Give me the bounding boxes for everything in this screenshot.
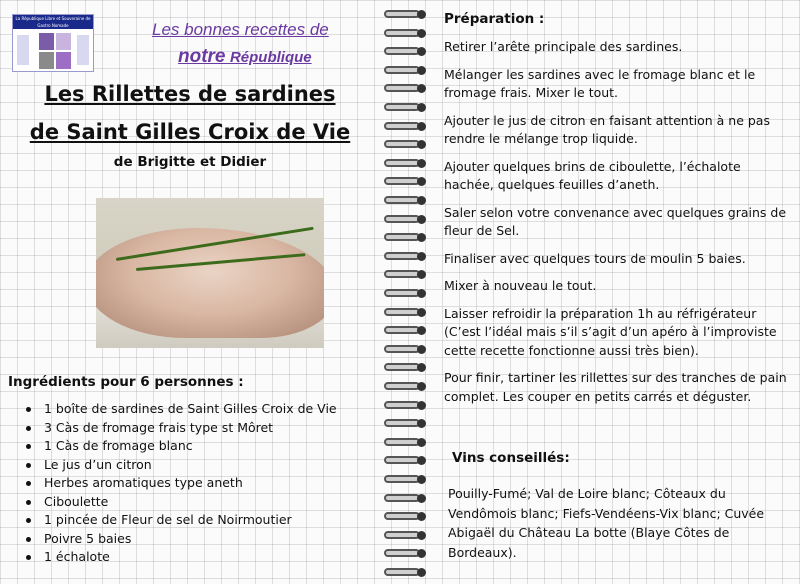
spiral-ring [384,27,420,40]
spiral-ring [384,399,420,412]
spiral-ring [384,454,420,467]
list-item: 1 pincée de Fleur de sel de Noirmoutier [44,511,337,530]
recipe-title-line1: Les Rillettes de sardines [44,82,336,106]
preparation-step: Pour finir, tartiner les rillettes sur des tranches de pain complet. Les couper en petits carrés et déguster. [444,370,787,404]
preparation-step: Ajouter quelques brins de ciboulette, l’échalote hachée, quelques feuilles d’aneth. [444,158,741,192]
spiral-ring [384,213,420,226]
logo-emblem [39,33,71,69]
list-item: 3 Càs de fromage frais type st Môret [44,419,337,438]
tagline-notre: notre [178,46,226,67]
list-item: 1 échalote [44,548,337,567]
preparation-step: Finaliser avec quelques tours de moulin 5 baies. [444,250,746,266]
spiral-ring [384,343,420,356]
logo-flag-left [17,35,29,65]
rillettes-photo [96,198,324,348]
tagline-line2 [178,46,312,68]
logo-text: La République Libre et Souveraine de Gastro Nomade [13,15,93,29]
spiral-ring [384,529,420,542]
logo-flag-right [77,35,89,65]
spiral-ring [384,566,420,579]
spiral-ring [384,250,420,263]
spiral-ring [384,138,420,151]
spiral-ring [384,64,420,77]
recipe-author: de Brigitte et Didier [113,154,267,170]
spiral-ring [384,324,420,337]
spiral-ring [384,417,420,430]
preparation-step: Laisser refroidir la préparation 1h au réfrigérateur (C’est l’idéal mais s’il s’agit d’un apéro à l’improviste cette recette fonctionne aussi très bien). [444,305,777,358]
spiral-ring [384,287,420,300]
list-item: Le jus d’un citron [44,456,337,475]
list-item: Herbes aromatiques type aneth [44,474,337,493]
preparation-step: Ajouter le jus de citron en faisant attention à ne pas rendre le mélange trop liquide. [444,112,770,146]
preparation-heading: Préparation : [444,11,545,27]
recipe-title-line2: de Saint Gilles Croix de Vie [29,120,351,144]
spiral-ring [384,231,420,244]
spiral-ring [384,194,420,207]
list-item: Ciboulette [44,493,337,512]
spiral-ring [384,101,420,114]
spiral-ring [384,175,420,188]
ingredients-heading: Ingrédients pour 6 personnes : [8,374,244,390]
preparation-step: Saler selon votre convenance avec quelques grains de fleur de Sel. [444,204,787,238]
republic-logo [12,14,94,72]
spiral-ring [384,510,420,523]
spiral-ring [384,45,420,58]
spiral-ring [384,8,420,21]
spiral-ring [384,268,420,281]
spiral-ring [384,380,420,393]
wines-heading: Vins conseillés: [452,450,570,466]
list-item: 1 boîte de sardines de Saint Gilles Croix de Vie [44,400,337,419]
spiral-ring [384,547,420,560]
list-item: Poivre 5 baies [44,530,337,549]
ingredients-list [44,400,337,567]
wines-text: Pouilly-Fumé; Val de Loire blanc; Côteaux du Vendômois blanc; Fiefs-Vendéens-Vix blanc; Cuvée Abigaël du Château La botte (Blaye Côtes de Bordeaux). [448,486,765,560]
preparation-steps [444,38,794,415]
spiral-ring [384,473,420,486]
preparation-step: Mixer à nouveau le tout. [444,278,597,293]
preparation-step: Retirer l’arête principale des sardines. [444,39,683,54]
spiral-ring [384,120,420,133]
spiral-ring [384,157,420,170]
spiral-ring [384,492,420,505]
spiral-ring [384,361,420,374]
tagline-republique: République [229,49,312,66]
spiral-binding [382,0,432,584]
tagline-line1: Les bonnes recettes de [152,20,329,39]
spiral-ring [384,436,420,449]
spiral-ring [384,82,420,95]
list-item: 1 Càs de fromage blanc [44,437,337,456]
preparation-step: Mélanger les sardines avec le fromage blanc et le fromage frais. Mixer le tout. [444,66,756,100]
spiral-ring [384,306,420,319]
